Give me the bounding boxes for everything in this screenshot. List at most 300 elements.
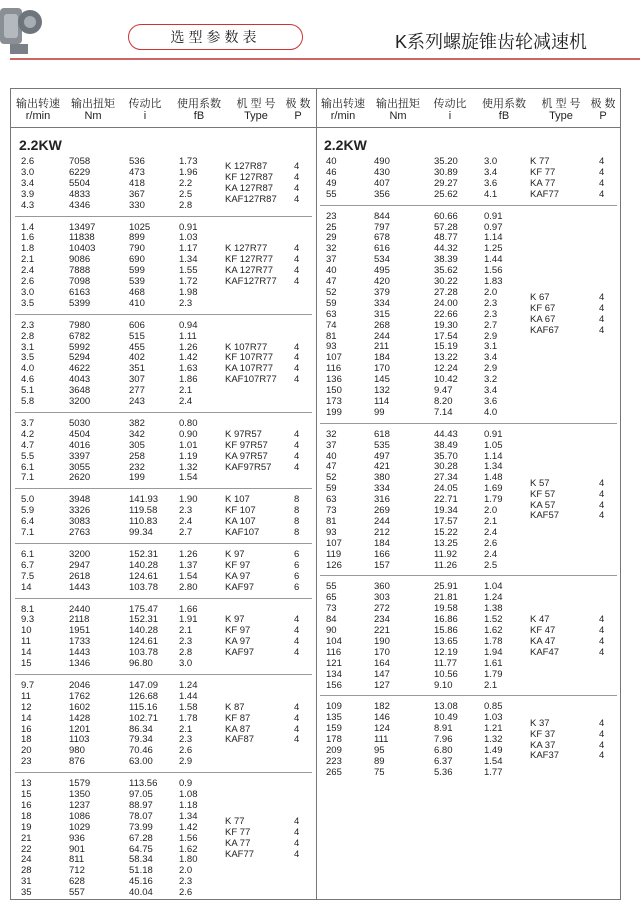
type-column-cell: K 37 <box>530 717 550 729</box>
table-column-cell: 599 <box>129 265 145 277</box>
pole-column <box>599 479 611 523</box>
table-column-cell: 29 <box>326 232 337 244</box>
table-column <box>129 321 177 408</box>
table-column-cell: 1.14 <box>484 450 503 462</box>
table-column-cell: 1.66 <box>179 603 198 615</box>
type-column-cell: KF 77 <box>530 166 556 178</box>
table-column <box>129 681 177 768</box>
table-column-cell: 84 <box>326 614 337 626</box>
selection-table <box>10 88 621 900</box>
table-column-cell: 455 <box>129 341 145 353</box>
table-column-cell: 95 <box>374 745 385 757</box>
table-column-cell: 1.54 <box>179 570 198 582</box>
pole-column-cell: 4 <box>599 488 605 500</box>
table-column-cell: 32 <box>326 428 337 440</box>
table-column-cell: 104 <box>326 635 342 647</box>
table-column-cell: 4504 <box>69 428 91 440</box>
table-column <box>326 582 374 691</box>
table-column-cell: 40.04 <box>129 887 153 899</box>
table-column-cell: 1443 <box>69 647 91 659</box>
table-column-cell: 170 <box>374 363 390 375</box>
table-column-cell: 221 <box>374 625 390 637</box>
type-column-cell: KAF97 <box>225 581 255 593</box>
pole-column-cell: 4 <box>599 614 605 626</box>
table-column-cell: 2.3 <box>179 636 193 648</box>
table-column-cell: 140.28 <box>129 559 159 571</box>
table-column <box>179 321 227 408</box>
table-column-cell: 3.6 <box>484 177 498 189</box>
table-column-cell: 3.2 <box>484 374 498 386</box>
table-column <box>21 157 69 212</box>
pole-column-cell: 4 <box>294 363 300 375</box>
table-column-cell: 2440 <box>69 603 91 615</box>
table-column-cell: 3.5 <box>21 297 35 309</box>
type-column <box>225 343 289 387</box>
table-column-cell: 8.91 <box>434 723 453 735</box>
pole-column-cell: 4 <box>294 723 300 735</box>
table-column-cell: 7.14 <box>434 406 453 418</box>
table-column-cell: 534 <box>374 254 390 266</box>
table-column-cell: 1.4 <box>21 221 35 233</box>
table-column-cell: 1.8 <box>21 243 35 255</box>
table-column-cell: 21 <box>21 832 32 844</box>
table-column-cell: 75 <box>374 766 385 778</box>
pole-column-cell: 8 <box>294 505 300 517</box>
table-column-cell: 55 <box>326 581 337 593</box>
table-column-cell: 89 <box>374 755 385 767</box>
table-column-cell: 115.16 <box>129 701 158 713</box>
table-column <box>21 495 69 539</box>
table-column-cell: 557 <box>69 887 85 899</box>
table-column-cell: 132 <box>374 385 390 397</box>
table-column-cell: 121 <box>326 657 342 669</box>
table-column-cell: 6782 <box>69 330 91 342</box>
table-column-cell: 5.9 <box>21 505 35 517</box>
table-column-cell: 2118 <box>69 614 90 626</box>
table-column-cell: 57.28 <box>434 221 458 233</box>
table-column-cell: 145 <box>374 374 390 386</box>
table-column-cell: 797 <box>374 221 390 233</box>
column-header-label: 极 数 <box>590 98 616 110</box>
table-column-cell: 1.55 <box>179 265 198 277</box>
table-column-cell: 1.19 <box>179 450 198 462</box>
table-column-cell: 1.94 <box>484 646 503 658</box>
pole-column-cell: 4 <box>294 172 300 184</box>
table-column-cell: 110.83 <box>129 516 158 528</box>
table-column-cell: 1.96 <box>179 166 198 178</box>
table-column-cell: 59 <box>326 297 337 309</box>
table-column-cell: 3648 <box>69 385 91 397</box>
table-column <box>21 223 69 310</box>
pole-column-cell: 4 <box>294 265 300 277</box>
table-column-cell: 63 <box>326 494 337 506</box>
table-column-cell: 3200 <box>69 548 91 560</box>
column-header-unit: Type <box>244 110 268 122</box>
table-column-cell: 1103 <box>69 734 90 746</box>
table-column-cell: 4.1 <box>484 188 498 200</box>
table-column-cell: 15.86 <box>434 625 458 637</box>
table-column-cell: 712 <box>69 865 85 877</box>
column-header-label: 极 数 <box>285 98 311 110</box>
table-column-cell: 497 <box>374 450 390 462</box>
table-column-cell: 24.05 <box>434 483 458 495</box>
type-column <box>225 430 289 474</box>
table-column-cell: 190 <box>374 635 390 647</box>
table-column-cell: 2.1 <box>484 515 498 527</box>
type-column-cell: K 107 <box>225 494 250 506</box>
table-column-cell: 5294 <box>69 352 91 364</box>
table-column-cell: 303 <box>374 592 390 604</box>
table-column-cell: 2046 <box>69 679 91 691</box>
table-column-cell: 109 <box>326 701 342 713</box>
table-column <box>21 605 69 670</box>
table-column-cell: 430 <box>374 166 390 178</box>
table-column <box>326 430 374 572</box>
table-column-cell: 6.37 <box>434 755 453 767</box>
column-header-label: 传动比 <box>433 98 467 110</box>
type-column-cell: KA 97 <box>225 636 251 648</box>
type-column-cell: KAF107 <box>225 527 260 539</box>
table-column-cell: 2.0 <box>484 286 498 298</box>
table-column-cell: 2.4 <box>179 396 193 408</box>
table-column-cell: 127 <box>374 679 390 691</box>
table-column-cell: 1602 <box>69 701 91 713</box>
table-column <box>69 419 117 484</box>
table-column-cell: 382 <box>129 417 145 429</box>
table-column-cell: 58.34 <box>129 854 153 866</box>
table-column-cell: 19.30 <box>434 319 458 331</box>
table-column-cell: 103.78 <box>129 581 159 593</box>
table-column-cell: 1.34 <box>484 461 503 473</box>
type-column-cell: KA 127R77 <box>225 265 274 277</box>
table-column-cell: 2.3 <box>484 297 498 309</box>
type-column-cell: KAF57 <box>530 510 560 522</box>
table-column-cell: 37 <box>326 439 337 451</box>
group-separator <box>320 695 617 696</box>
pole-column-cell: 4 <box>599 156 605 167</box>
table-column-cell: 24 <box>21 854 32 866</box>
table-column-cell: 170 <box>374 646 390 658</box>
type-column-cell: K 47 <box>530 614 550 626</box>
table-column-cell: 7.96 <box>434 734 453 746</box>
pole-column-cell: 4 <box>294 439 300 451</box>
pole-column-cell: 4 <box>599 314 605 326</box>
selection-table-tab: 选型参数表 <box>128 24 303 50</box>
table-column-cell: 38.39 <box>434 254 458 266</box>
pole-column <box>294 244 306 288</box>
table-column-cell: 44.43 <box>434 428 458 440</box>
table-column-cell: 22 <box>21 843 32 855</box>
table-column-cell: 1.61 <box>484 657 503 669</box>
group-separator <box>15 598 312 599</box>
group-separator <box>15 488 312 489</box>
type-column-cell: KF 37 <box>530 728 556 740</box>
table-column-cell: 4833 <box>69 188 91 200</box>
table-column <box>326 702 374 778</box>
pole-column-cell: 4 <box>599 325 605 337</box>
table-column <box>129 157 177 212</box>
table-column-cell: 8.1 <box>21 603 35 615</box>
table-column <box>69 495 117 539</box>
column-header-label: 机 型 号 <box>236 98 276 110</box>
type-column-cell: KF 57 <box>530 488 556 500</box>
table-column-cell: 3397 <box>69 450 91 462</box>
table-column-cell: 269 <box>374 505 390 517</box>
page-header <box>0 0 642 70</box>
pole-column-cell: 4 <box>294 276 300 288</box>
type-column-cell: K 97R57 <box>225 428 262 440</box>
table-column-cell: 44.32 <box>434 243 458 255</box>
type-column-cell: KF 97 <box>225 625 251 637</box>
table-column-cell: 7058 <box>69 156 91 167</box>
column-header-label: 使用系数 <box>177 98 221 110</box>
table-column-cell: 0.91 <box>484 428 503 440</box>
group-separator <box>320 423 617 424</box>
table-column-cell: 6.80 <box>434 745 453 757</box>
table-column-cell: 40 <box>326 450 337 462</box>
table-column-cell: 305 <box>129 439 145 451</box>
type-column-cell: KF 97 <box>225 559 251 571</box>
table-column-cell: 12.19 <box>434 646 458 658</box>
pole-column <box>599 293 611 337</box>
type-column <box>225 244 289 288</box>
table-column <box>179 223 227 310</box>
table-column-cell: 1.44 <box>484 254 503 266</box>
pole-column-cell: 4 <box>294 848 300 860</box>
column-header-label: 机 型 号 <box>541 98 581 110</box>
column-header-label: 传动比 <box>128 98 162 110</box>
table-column-cell: 334 <box>374 483 390 495</box>
table-column-cell: 1.79 <box>484 494 503 506</box>
table-column-cell: 315 <box>374 308 390 320</box>
table-column-cell: 11.92 <box>434 548 458 560</box>
type-column-cell: KA 47 <box>530 635 556 647</box>
table-column <box>484 212 532 419</box>
table-column-cell: 107 <box>326 537 342 549</box>
pole-column <box>294 550 306 594</box>
type-column-cell: KAF37 <box>530 750 560 762</box>
table-column-cell: 13.22 <box>434 352 458 364</box>
table-column-cell: 380 <box>374 472 390 484</box>
table-column-cell: 147.09 <box>129 679 159 691</box>
table-column-cell: 81 <box>326 330 337 342</box>
pole-column-cell: 4 <box>599 739 605 751</box>
pole-column-cell: 4 <box>599 625 605 636</box>
table-column-cell: 199 <box>326 406 342 418</box>
table-column-cell: 178 <box>326 734 342 746</box>
table-column-cell: 3948 <box>69 494 91 506</box>
column-header-label: 输出扭矩 <box>71 98 115 110</box>
table-column <box>21 681 69 768</box>
group-separator <box>320 575 617 576</box>
table-column-cell: 141.93 <box>129 494 159 506</box>
type-column-cell: KA 67 <box>530 314 556 326</box>
table-column-cell: 2.8 <box>179 647 193 659</box>
table-column-cell: 119 <box>326 548 342 560</box>
table-column-cell: 1346 <box>69 658 91 670</box>
table-column-cell: 901 <box>69 843 85 855</box>
table-column <box>374 212 422 419</box>
group-separator <box>15 674 312 675</box>
type-column <box>225 162 289 206</box>
table-column-cell: 1.83 <box>484 276 503 288</box>
table-column-cell: 2.80 <box>179 581 198 593</box>
type-column-cell: KAF97R57 <box>225 461 272 473</box>
table-column-cell: 876 <box>69 756 85 768</box>
group-separator <box>15 412 312 413</box>
table-column-cell: 0.91 <box>484 210 503 222</box>
table-column-cell: 11 <box>21 690 31 702</box>
table-column-cell: 410 <box>129 297 145 309</box>
table-column-cell: 52 <box>326 472 337 484</box>
table-column-cell: 35 <box>21 887 32 899</box>
table-column-cell: 140.28 <box>129 625 159 637</box>
table-column-cell: 1.91 <box>179 614 198 626</box>
table-column-cell: 7.1 <box>21 527 35 539</box>
group-separator <box>15 772 312 773</box>
table-column-cell: 156 <box>326 679 342 691</box>
table-column-cell: 146 <box>374 712 390 724</box>
type-column-cell: KF 67 <box>530 303 556 315</box>
table-column-cell: 22.71 <box>434 494 458 506</box>
table-column-cell: 99.34 <box>129 527 153 539</box>
table-column-cell: 1.24 <box>179 679 198 691</box>
table-column-cell: 539 <box>129 276 145 288</box>
table-column-cell: 1.54 <box>484 755 503 767</box>
table-column-cell: 265 <box>326 766 342 778</box>
table-column-cell: 844 <box>374 210 390 222</box>
table-column-cell: 4.6 <box>21 374 35 386</box>
table-column-cell: 18 <box>21 810 32 822</box>
table-column-cell: 1237 <box>69 799 91 811</box>
table-column <box>374 702 422 778</box>
table-column <box>179 495 227 539</box>
type-column <box>530 479 594 523</box>
table-column-cell: 209 <box>326 745 342 757</box>
pole-column-cell: 4 <box>599 510 605 522</box>
pole-column-cell: 6 <box>294 548 300 560</box>
pole-column-cell: 4 <box>294 243 300 255</box>
table-column <box>129 779 177 899</box>
table-column-cell: 7.5 <box>21 570 35 582</box>
table-column-cell: 490 <box>374 156 390 167</box>
table-column-cell: 2620 <box>69 472 91 484</box>
table-column-cell: 14 <box>21 581 32 593</box>
table-column-cell: 811 <box>69 854 85 866</box>
table-column-cell: 2.4 <box>179 516 193 528</box>
table-column-cell: 51.18 <box>129 865 153 877</box>
table-column <box>179 419 227 484</box>
table-column-cell: 690 <box>129 254 145 266</box>
table-column-cell: 418 <box>129 177 145 189</box>
table-column-cell: 616 <box>374 243 390 255</box>
table-column-cell: 13.08 <box>434 701 458 713</box>
type-column-cell: KA 37 <box>530 739 556 751</box>
table-column-cell: 3.6 <box>484 396 498 407</box>
table-column-cell: 38.49 <box>434 439 458 451</box>
table-column-cell: 12 <box>21 701 32 713</box>
table-column-cell: 1.04 <box>484 581 503 593</box>
pole-column-cell: 4 <box>599 188 605 200</box>
column-header-label: 输出转速 <box>321 98 365 110</box>
table-column-cell: 5.36 <box>434 766 453 778</box>
table-column-cell: 606 <box>129 319 145 331</box>
table-column-cell: 2.0 <box>484 505 498 517</box>
table-column-cell: 9.47 <box>434 385 453 397</box>
column-header-label: 输出扭矩 <box>376 98 420 110</box>
type-column-cell: KAF77 <box>530 188 560 200</box>
table-column-cell: 0.85 <box>484 701 503 713</box>
table-column-cell: 6229 <box>69 166 91 178</box>
table-column-cell: 124 <box>374 723 390 735</box>
pole-column-cell: 4 <box>294 636 300 648</box>
table-column-cell: 2.3 <box>179 876 193 888</box>
table-column-cell: 2.6 <box>179 745 193 757</box>
pole-column-cell: 4 <box>294 838 300 850</box>
table-column-cell: 1.14 <box>484 232 503 244</box>
table-column-cell: 97.05 <box>129 789 153 800</box>
table-column-cell: 73.99 <box>129 821 153 833</box>
table-column-cell: 86.34 <box>129 723 153 735</box>
table-column-cell: 4.0 <box>21 363 35 375</box>
type-column-cell: KA 107R77 <box>225 363 274 375</box>
column-header-unit: i <box>448 110 452 122</box>
table-column-cell: 15.22 <box>434 526 458 538</box>
table-column-cell: 0.90 <box>179 428 198 440</box>
table-column-cell: 13 <box>21 778 32 790</box>
table-column <box>484 430 532 572</box>
table-column-cell: 2.5 <box>484 559 498 571</box>
table-column-cell: 126.68 <box>129 690 159 702</box>
table-column-cell: 2.1 <box>179 625 193 637</box>
table-column-cell: 468 <box>129 286 145 298</box>
table-column-cell: 351 <box>129 363 145 375</box>
table-column-cell: 63 <box>326 308 337 320</box>
table-column-cell: 790 <box>129 243 145 255</box>
pole-column-cell: 4 <box>294 625 300 637</box>
table-column-cell: 152.31 <box>129 548 159 560</box>
column-divider <box>316 89 317 899</box>
table-column-cell: 212 <box>374 526 390 538</box>
column-header-unit: r/min <box>330 110 356 122</box>
table-column-cell: 1.54 <box>179 472 198 484</box>
pole-column-cell: 4 <box>294 341 300 353</box>
type-column-cell: KA 127R87 <box>225 183 274 195</box>
table-column-cell: 0.94 <box>179 319 198 331</box>
table-column-cell: 5504 <box>69 177 91 189</box>
pole-column-cell: 4 <box>294 428 300 440</box>
type-column <box>530 157 594 201</box>
type-column <box>225 615 289 659</box>
pole-column-cell: 4 <box>294 461 300 473</box>
table-column-cell: 2947 <box>69 559 91 571</box>
table-column-cell: 15.19 <box>434 341 458 353</box>
table-column-cell: 30.28 <box>434 461 458 473</box>
type-column <box>530 719 594 763</box>
table-column-cell: 136 <box>326 374 342 386</box>
table-column-cell: 234 <box>374 614 390 626</box>
table-column-cell: 367 <box>129 188 145 200</box>
table-column-cell: 628 <box>69 876 85 888</box>
table-column-cell: 6.1 <box>21 461 35 473</box>
table-column <box>326 212 374 419</box>
table-column-cell: 9.10 <box>434 679 453 691</box>
table-column <box>179 605 227 670</box>
table-column-cell: 3.1 <box>21 341 35 353</box>
page-title: K系列螺旋锥齿轮减速机 <box>395 32 588 52</box>
table-column-cell: 6.7 <box>21 559 35 571</box>
table-column <box>484 582 532 691</box>
